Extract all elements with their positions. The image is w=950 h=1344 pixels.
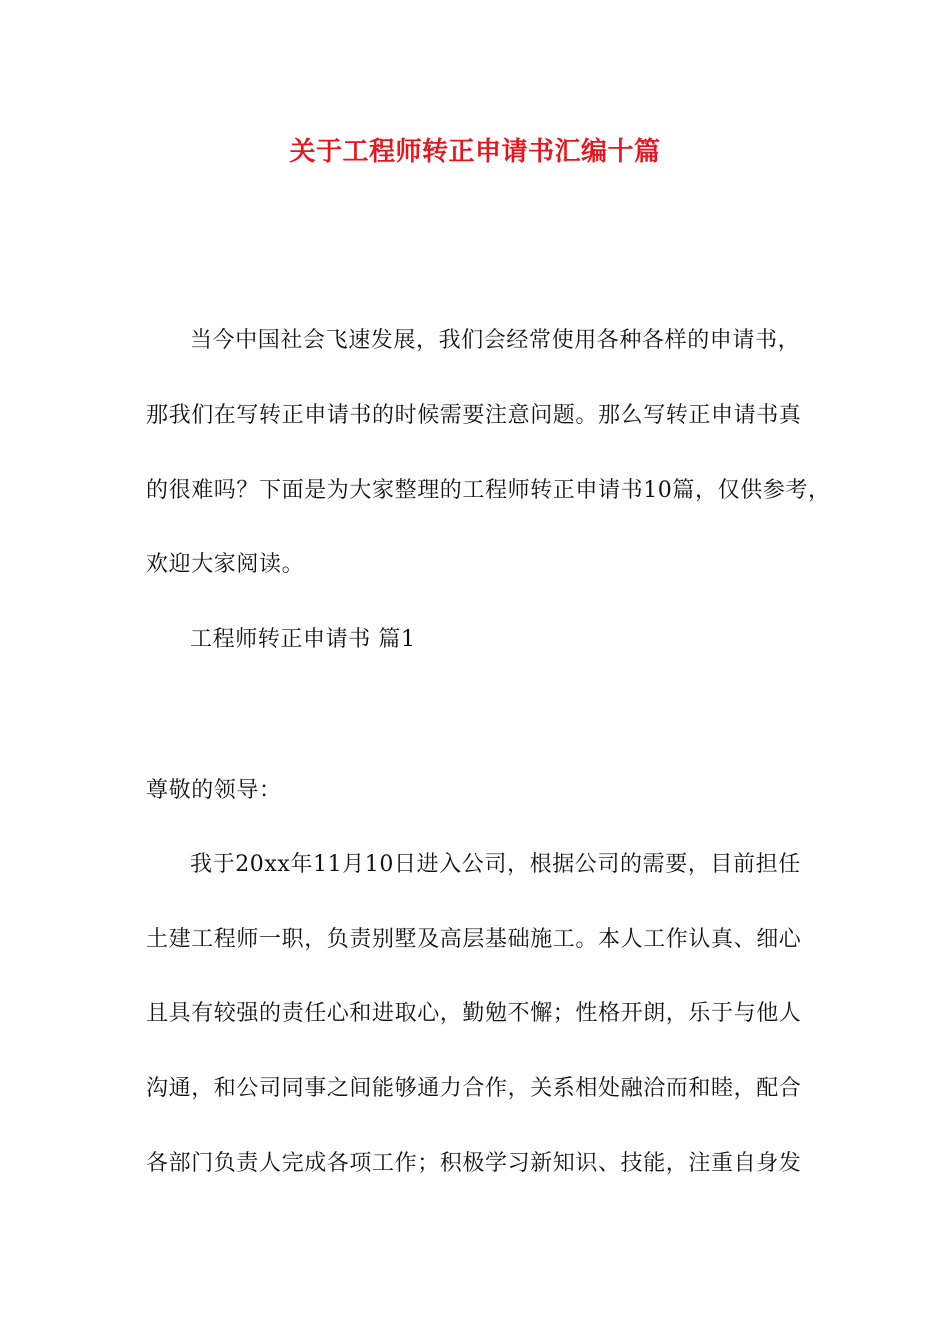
body-line-2: 土建工程师一职，负责别墅及高层基础施工。本人工作认真、细心 [146, 927, 802, 952]
salutation: 尊敬的领导： [146, 778, 282, 803]
intro-line-1: 当今中国社会飞速发展，我们会经常使用各种各样的申请书， [190, 328, 801, 353]
intro-line-3: 的很难吗？下面是为大家整理的工程师转正申请书10篇，仅供参考， [146, 478, 831, 503]
intro-line-2: 那我们在写转正申请书的时候需要注意问题。那么写转正申请书真 [146, 403, 802, 428]
body-line-5: 各部门负责人完成各项工作；积极学习新知识、技能，注重自身发 [146, 1151, 802, 1176]
section-heading: 工程师转正申请书 篇1 [190, 627, 416, 652]
body-line-1: 我于20xx年11月10日进入公司，根据公司的需要，目前担任 [190, 852, 801, 877]
body-line-3: 且具有较强的责任心和进取心，勤勉不懈；性格开朗，乐于与他人 [146, 1001, 802, 1026]
body-line-4: 沟通，和公司同事之间能够通力合作，关系相处融洽而和睦，配合 [146, 1076, 802, 1101]
intro-line-4: 欢迎大家阅读。 [146, 552, 305, 577]
document-title: 关于工程师转正申请书汇编十篇 [289, 137, 661, 167]
